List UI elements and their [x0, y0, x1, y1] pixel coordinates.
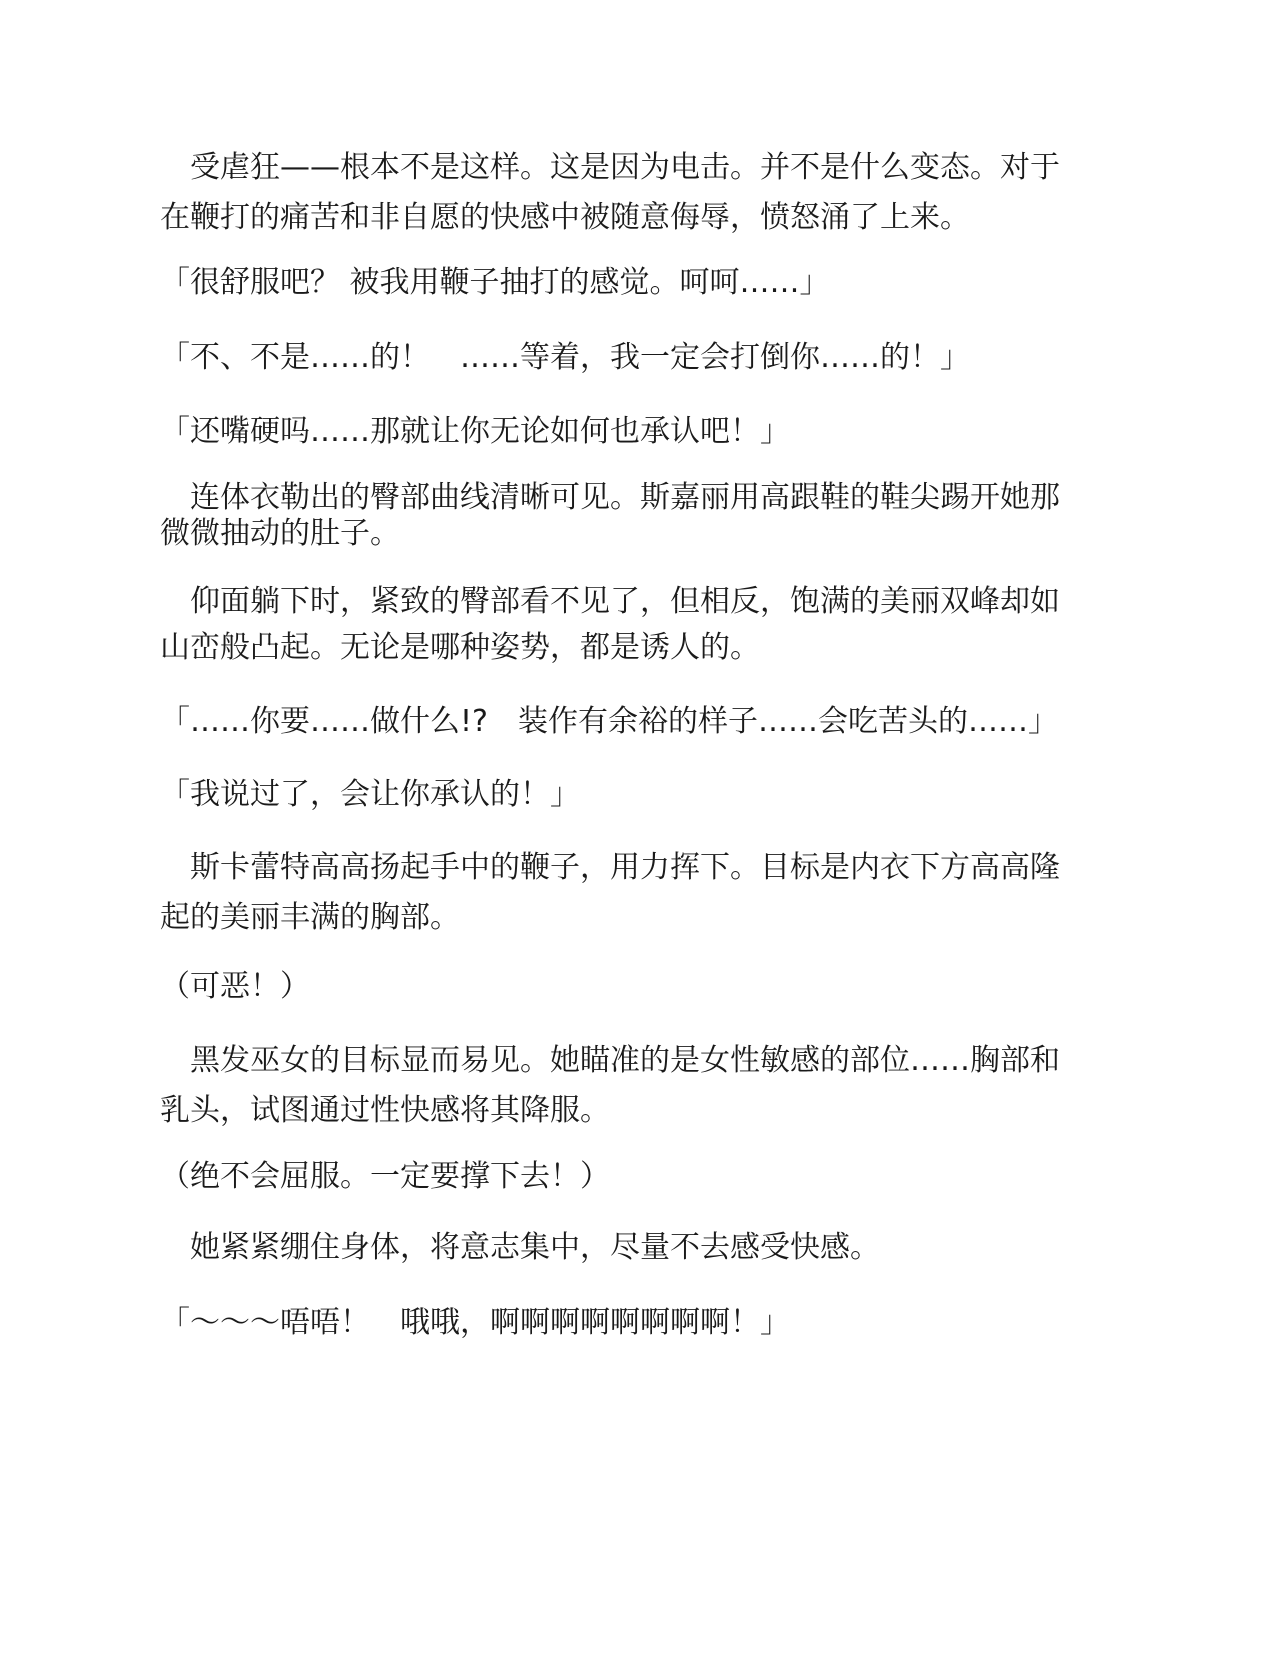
- paragraph-line: （可恶！）: [160, 969, 310, 1004]
- paragraph-line: 受虐狂——根本不是这样。这是因为电击。并不是什么变态。对于: [190, 150, 1060, 185]
- paragraph-7: [160, 697, 1120, 747]
- paragraph-5: [160, 473, 1120, 559]
- paragraph-line: （绝不会屈服。一定要撑下去！）: [160, 1159, 610, 1194]
- paragraph-line: 斯卡蕾特高高扬起手中的鞭子，用力挥下。目标是内衣下方高高隆: [190, 850, 1060, 885]
- paragraph-line: 黑发巫女的目标显而易见。她瞄准的是女性敏感的部位……胸部和: [190, 1043, 1060, 1078]
- paragraph-8: [160, 770, 1120, 820]
- paragraph-line: 起的美丽丰满的胸部。: [160, 900, 460, 935]
- paragraph-line: 「还嘴硬吗……那就让你无论如何也承认吧！」: [160, 414, 790, 449]
- paragraph-line: 山峦般凸起。无论是哪种姿势，都是诱人的。: [160, 630, 760, 665]
- paragraph-3: [160, 333, 1120, 383]
- paragraph-4: [160, 407, 1120, 457]
- paragraph-10: [160, 962, 1120, 1012]
- paragraph-line: 「……你要……做什么!? 装作有余裕的样子……会吃苦头的……」: [160, 704, 1058, 739]
- paragraph-line: 「很舒服吧？ 被我用鞭子抽打的感觉。呵呵……」: [160, 265, 830, 300]
- paragraph-13: [160, 1223, 1120, 1273]
- paragraph-line: 「～～～唔唔！ 哦哦，啊啊啊啊啊啊啊啊！」: [160, 1305, 790, 1340]
- paragraph-line: 微微抽动的肚子。: [160, 516, 400, 551]
- paragraph-14: [160, 1298, 1120, 1348]
- paragraph-line: 乳头，试图通过性快感将其降服。: [160, 1093, 610, 1128]
- paragraph-line: 在鞭打的痛苦和非自愿的快感中被随意侮辱，愤怒涌了上来。: [160, 200, 970, 235]
- paragraph-9: [160, 843, 1120, 943]
- paragraph-line: 「不、不是……的！ ……等着，我一定会打倒你……的！」: [160, 340, 970, 375]
- paragraph-6: [160, 577, 1120, 673]
- paragraph-12: [160, 1152, 1120, 1202]
- paragraph-2: [160, 258, 1120, 308]
- paragraph-11: [160, 1036, 1120, 1136]
- paragraph-line: 连体衣勒出的臀部曲线清晰可见。斯嘉丽用高跟鞋的鞋尖踢开她那: [190, 480, 1060, 515]
- paragraph-line: 仰面躺下时，紧致的臀部看不见了，但相反，饱满的美丽双峰却如: [190, 584, 1060, 619]
- paragraph-1: [160, 143, 1120, 243]
- paragraph-line: 「我说过了，会让你承认的！」: [160, 777, 580, 812]
- paragraph-line: 她紧紧绷住身体，将意志集中，尽量不去感受快感。: [190, 1230, 880, 1265]
